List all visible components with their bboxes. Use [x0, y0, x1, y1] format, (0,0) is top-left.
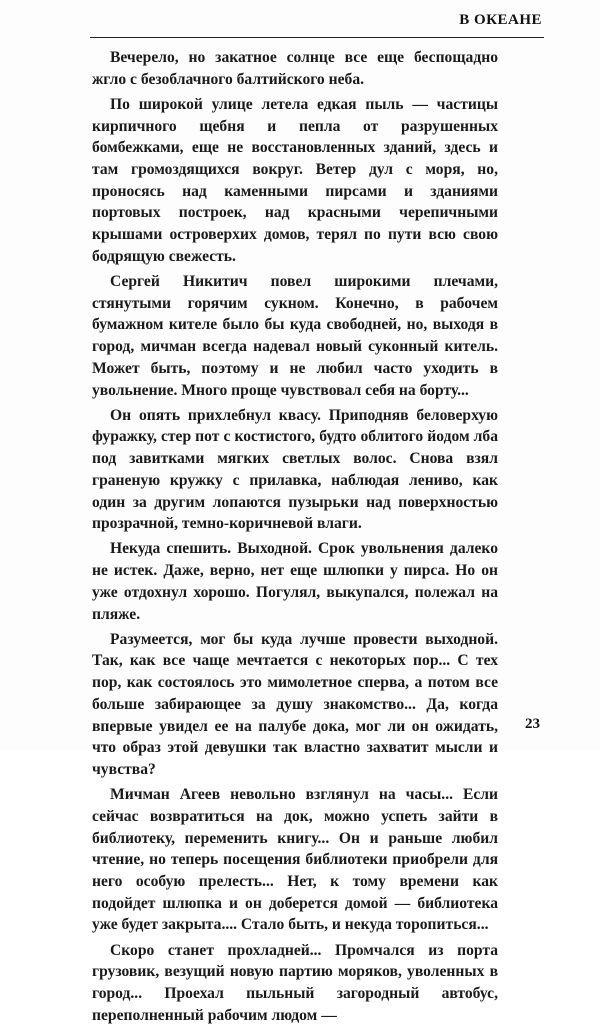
paragraph: Вечерело, но закатное солнце все еще беспощадно жгло с безоблачного балтийского неба.	[92, 49, 498, 88]
paragraph: Разумеется, мог бы куда лучше провести выходной. Так, как все чаще мечтается с некоторых пор... С тех пор, как состоялось это мимолетное сперва, а потом все больше забирающее за душу знакомство... Да, когда впервые увидел ее на палубе дока, мог ли он ожидать, что образ этой девушки так властно захватит мысли и чувства?	[92, 630, 498, 778]
running-head: В ОКЕАНЕ	[459, 12, 542, 28]
page-number: 23	[525, 716, 540, 732]
paragraph: Некуда спешить. Выходной. Срок увольнения далеко не истек. Даже, верно, нет еще шлюпки у пирса. Но он уже отдохнул хорошо. Погулял, выкупался, полежал на пляже.	[92, 540, 498, 623]
paragraph: Мичман Агеев невольно взглянул на часы... Если сейчас возвратиться на док, можно успеть зайти в библиотеку, переменить книгу... Он и раньше любил чтение, но теперь посещения библиотеки приобрели для него особую прелесть... Нет, к тому времени как подойдет шлюпка и он доберется домой — библиотека уже будет закрыта.... Стало быть, и некуда торопиться...	[92, 786, 498, 934]
paragraph: По широкой улице летела едкая пыль — частицы кирпичного щебня и пепла от разрушенных бомбежками, еще не восстановленных зданий, здесь и там громоздящихся вокруг. Ветер дул с моря, но, проносясь над каменными пирсами и зданиями портовых построек, над красными черепичными крышами островерхих домов, терял по пути всю свою бодрящую свежесть.	[92, 95, 498, 265]
paragraph: Он опять прихлебнул квасу. Приподняв беловерхую фуражку, стер пот с костистого, будто облитого йодом лба под завитками мягких светлых волос. Снова взял граненую кружку с прилавка, наблюдая лениво, как один за другим лопаются пузырьки над поверхностью прозрачной, темно-коричневой влаги.	[92, 406, 498, 533]
paragraph: Сергей Никитич повел широкими плечами, стянутыми горячим сукном. Конечно, в рабочем бумажном кителе было бы куда свободней, но, выходя в город, мичман всегда надевал новый суконный китель. Может быть, поэтому и не любил часто уходить в увольнение. Много проще чувствовал себя на борту...	[92, 273, 498, 399]
body-text	[92, 47, 498, 1026]
paragraph: Скоро станет прохладней... Промчался из порта грузовик, везущий новую партию моряков, уволенных в город... Проехал пыльный загородный автобус, переполненный рабочим людом —	[92, 941, 498, 1024]
header-rule	[90, 37, 544, 38]
